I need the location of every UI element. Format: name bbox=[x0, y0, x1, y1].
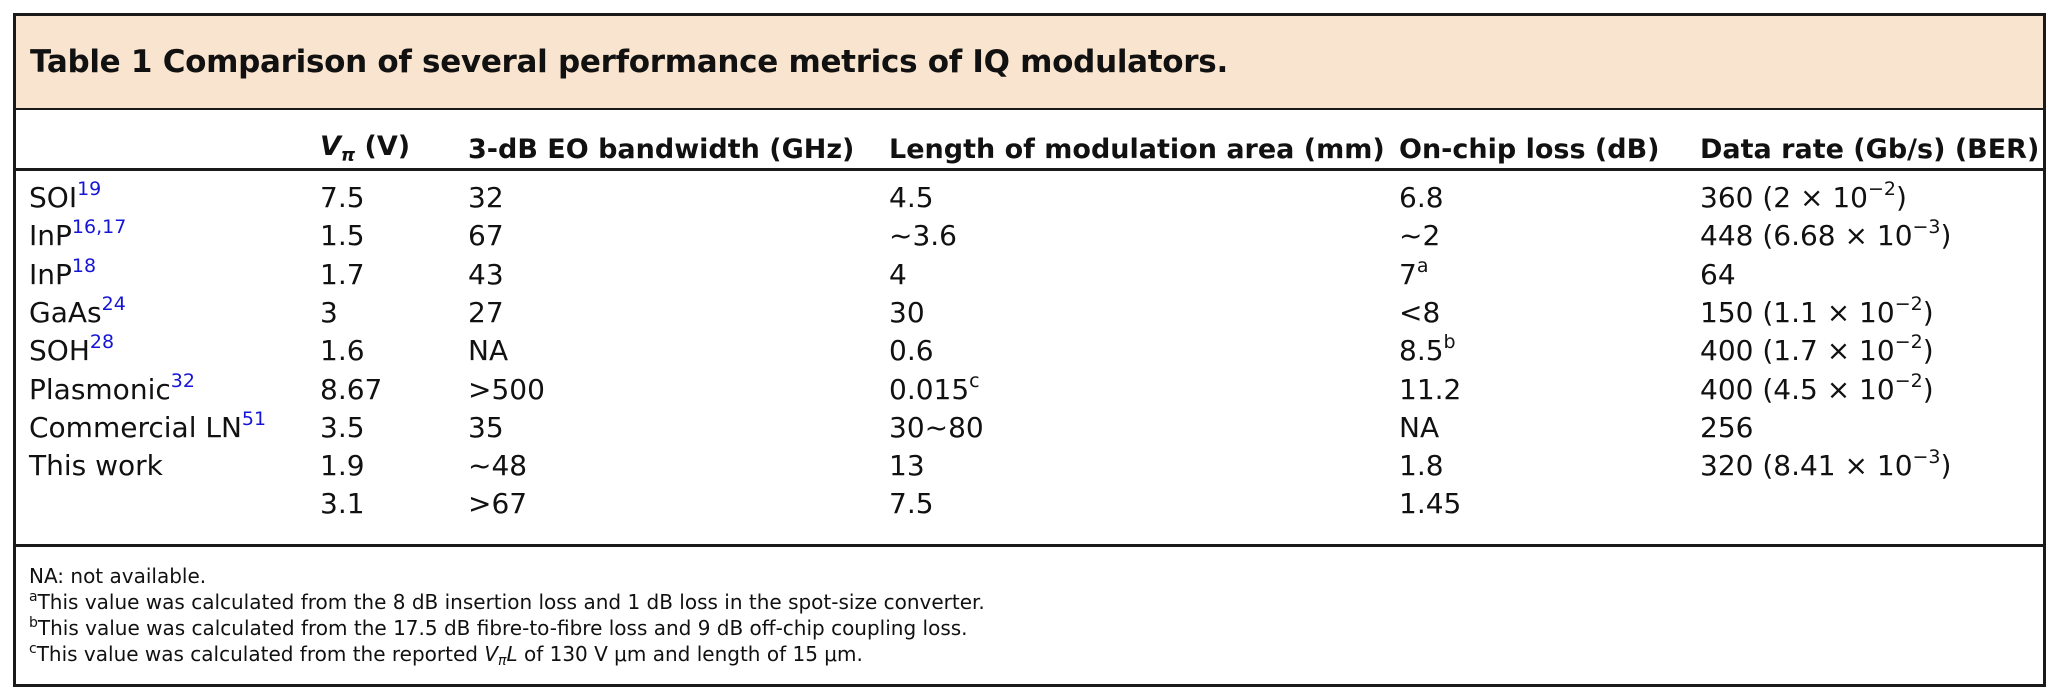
header-rate: Data rate (Gb/s) (BER) bbox=[1700, 134, 2040, 165]
row-device: This work bbox=[29, 449, 163, 482]
header-length: Length of modulation area (mm) bbox=[889, 134, 1385, 165]
reference-link[interactable]: 24 bbox=[101, 293, 126, 315]
reference-link[interactable]: 19 bbox=[77, 178, 102, 200]
row-rate: 448 $(6.68 \times 10^{-3})$ bbox=[1700, 216, 1952, 252]
row-device: Plasmonic$^{32}$ bbox=[29, 370, 195, 406]
row-vpi: 7.5 bbox=[320, 181, 365, 214]
footnote-a: $^a$This value was calculated from the 8 dB insertion loss and 1 dB loss in the spot-size converter. bbox=[29, 589, 985, 614]
row-length: 30~80 bbox=[889, 411, 984, 444]
row-rate: 256 bbox=[1700, 411, 1754, 444]
row-vpi: 1.5 bbox=[320, 219, 365, 252]
footer-rule bbox=[13, 544, 2046, 547]
reference-link[interactable]: 51 bbox=[241, 408, 267, 430]
table-caption: Comparison of several performance metrics of IQ modulators. bbox=[162, 44, 1228, 80]
row-bandwidth: 43 bbox=[468, 258, 504, 291]
table-number: Table 1 bbox=[30, 44, 153, 80]
row-length: 4.5 bbox=[889, 181, 934, 214]
row-rate: 150 $(1.1 \times 10^{-2})$ bbox=[1700, 293, 1934, 329]
row-rate: 320 $(8.41 \times 10^{-3})$ bbox=[1700, 446, 1952, 482]
header-bandwidth: 3-dB EO bandwidth (GHz) bbox=[468, 134, 855, 165]
footnote-b: $^b$This value was calculated from the 17.5 dB fibre-to-fibre loss and 9 dB off-chip coupling loss. bbox=[29, 615, 968, 640]
row-device: InP$^{18}$ bbox=[29, 255, 97, 291]
row-bandwidth: NA bbox=[468, 334, 509, 367]
row-bandwidth: 67 bbox=[468, 219, 504, 252]
row-length: 7.5 bbox=[889, 487, 934, 520]
row-loss: 11.2 bbox=[1399, 373, 1462, 406]
row-vpi: 3.1 bbox=[320, 487, 365, 520]
footnote-na: NA: not available. bbox=[29, 564, 207, 588]
row-bandwidth: 27 bbox=[468, 296, 504, 329]
row-vpi: 8.67 bbox=[320, 373, 383, 406]
row-length: 30 bbox=[889, 296, 925, 329]
header-vpi: $V_\pi$ (V) bbox=[320, 131, 411, 166]
header-loss: On-chip loss (dB) bbox=[1399, 134, 1660, 165]
row-loss: NA bbox=[1399, 411, 1440, 444]
row-length: ~3.6 bbox=[889, 219, 957, 252]
row-loss: 1.8 bbox=[1399, 449, 1444, 482]
row-rate: 64 bbox=[1700, 258, 1736, 291]
row-length: 13 bbox=[889, 449, 925, 482]
row-device: GaAs$^{24}$ bbox=[29, 293, 126, 329]
table-title bbox=[30, 44, 1228, 80]
row-bandwidth: >67 bbox=[468, 487, 528, 520]
row-device: SOI$^{19}$ bbox=[29, 178, 102, 214]
row-length: 0.6 bbox=[889, 334, 934, 367]
row-bandwidth: ~48 bbox=[468, 449, 528, 482]
row-vpi: 1.9 bbox=[320, 449, 365, 482]
row-loss: <8 bbox=[1399, 296, 1441, 329]
reference-link[interactable]: 32 bbox=[170, 370, 195, 392]
row-vpi: 1.7 bbox=[320, 258, 365, 291]
row-device: InP$^{16,17}$ bbox=[29, 216, 127, 252]
row-device: SOH$^{28}$ bbox=[29, 331, 115, 367]
row-rate: 400 $(4.5 \times 10^{-2})$ bbox=[1700, 370, 1934, 406]
row-bandwidth: 32 bbox=[468, 181, 504, 214]
row-bandwidth: >500 bbox=[468, 373, 545, 406]
row-vpi: 3 bbox=[320, 296, 338, 329]
row-bandwidth: 35 bbox=[468, 411, 504, 444]
row-length: 4 bbox=[889, 258, 907, 291]
row-rate: 400 $(1.7 \times 10^{-2})$ bbox=[1700, 331, 1934, 367]
reference-link[interactable]: 18 bbox=[71, 255, 97, 277]
table-title-bar bbox=[16, 16, 2043, 110]
row-loss: 8.5$^b$ bbox=[1399, 331, 1456, 367]
row-loss: ~2 bbox=[1399, 219, 1441, 252]
row-loss: 1.45 bbox=[1399, 487, 1462, 520]
row-vpi: 3.5 bbox=[320, 411, 365, 444]
row-loss: 6.8 bbox=[1399, 181, 1444, 214]
row-loss: 7$^a$ bbox=[1399, 255, 1429, 291]
row-device: Commercial LN$^{51}$ bbox=[29, 408, 267, 444]
row-rate: 360 $(2 \times 10^{-2})$ bbox=[1700, 178, 1907, 214]
reference-link[interactable]: 28 bbox=[89, 331, 115, 353]
row-vpi: 1.6 bbox=[320, 334, 365, 367]
footnote-c: $^c$This value was calculated from the reported $V_\pi L$ of 130 V μm and length of 15 μm. bbox=[29, 641, 863, 669]
row-length: 0.015$^c$ bbox=[889, 370, 980, 406]
reference-link[interactable]: 16,17 bbox=[71, 216, 127, 238]
header-rule bbox=[13, 168, 2046, 171]
